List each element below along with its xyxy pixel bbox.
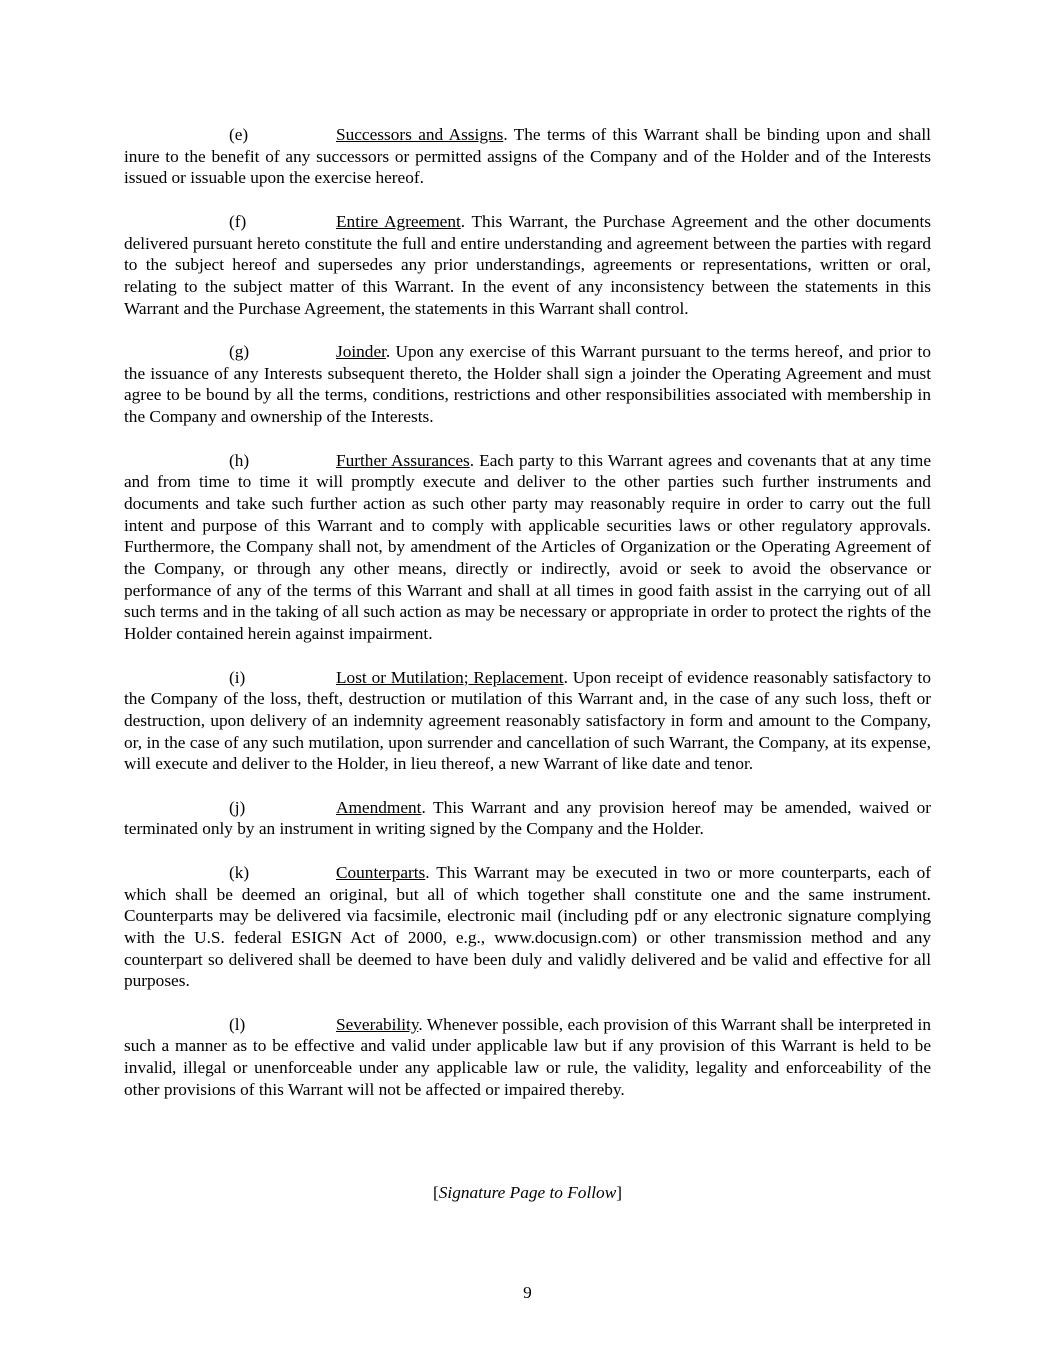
- section-heading: Entire Agreement: [336, 211, 461, 231]
- section-text: . This Warrant, the Purchase Agreement and the other documents delivered pursuant hereto constitute the full and entire understanding and agreement between the parties with regard to the subject hereof and supersedes any prior understandings, agreements or representations, written or oral, relating to the subject matter of this Warrant. In the event of any inconsistency between the statements in this Warrant and the Purchase Agreement, the statements in this Warrant shall control.: [124, 211, 931, 318]
- section-g: [124, 341, 931, 428]
- section-heading: Successors and Assigns: [336, 125, 504, 144]
- section-h: [124, 450, 931, 645]
- section-label: (h): [229, 450, 250, 470]
- section-k: [124, 862, 931, 992]
- section-text: . Whenever possible, each provision of this Warrant shall be interpreted in such a manner as to be effective and valid under applicable law but if any provision of this Warrant is held to be invalid, illegal or unenforceable under any applicable law or rule, the validity, legality and enforceability of the other provisions of this Warrant will not be affected or impaired thereby.: [124, 1014, 931, 1099]
- section-text: . The terms of this Warrant shall be binding upon and shall inure to the benefit of any successors or permitted assigns of the Company and of the Holder and of the Interests issued or issuable upon the exercise hereof.: [124, 125, 931, 188]
- section-label: (e): [229, 125, 249, 144]
- section-l: [124, 1014, 931, 1101]
- section-f: [124, 211, 931, 320]
- document-body: [124, 124, 931, 1122]
- section-heading: Counterparts: [336, 862, 426, 882]
- section-heading: Amendment: [336, 797, 422, 817]
- page-number: 9: [523, 1283, 532, 1302]
- section-text: . This Warrant and any provision hereof may be amended, waived or terminated only by an instrument in writing signed by the Company and the Holder.: [124, 797, 931, 839]
- section-heading: Lost or Mutilation; Replacement: [336, 667, 564, 687]
- section-i: [124, 667, 931, 776]
- section-text: . This Warrant may be executed in two or more counterparts, each of which shall be deemed an original, but all of which together shall constitute one and the same instrument. Counterparts may be delivered via facsimile, electronic mail (including pdf or any electronic signature complying with the U.S. federal ESIGN Act of 2000, e.g., www.docusign.com) or other transmission method and any counterpart so delivered shall be deemed to have been duly and validly delivered and be valid and effective for all purposes.: [124, 862, 931, 991]
- section-heading: Severability: [336, 1014, 419, 1034]
- section-label: (i): [229, 667, 246, 687]
- section-text: . Upon any exercise of this Warrant pursuant to the terms hereof, and prior to the issuance of any Interests subsequent thereto, the Holder shall sign a joinder the Operating Agreement and must agree to be bound by all the terms, conditions, restrictions and other responsibilities associated with membership in the Company and ownership of the Interests.: [124, 342, 931, 427]
- section-j: [124, 797, 931, 840]
- signature-page-note: [0, 1182, 1055, 1204]
- section-label: (k): [229, 862, 250, 882]
- close-bracket: ]: [616, 1183, 622, 1202]
- section-label: (j): [229, 797, 246, 817]
- section-heading: Further Assurances: [336, 450, 470, 470]
- section-heading: Joinder: [336, 342, 386, 361]
- section-text: . Each party to this Warrant agrees and covenants that at any time and from time to time it will promptly execute and deliver to the other parties such further instruments and documents and take such further action as such other party may reasonably require in order to carry out the full intent and purpose of this Warrant and to comply with applicable securities laws or other regulatory approvals. Furthermore, the Company shall not, by amendment of the Articles of Organization or the Operating Agreement of the Company, or through any other means, directly or indirectly, avoid or seek to avoid the observance or performance of any of the terms of this Warrant and shall at all times in good faith assist in the carrying out of all such terms and in the taking of all such action as may be necessary or appropriate in order to protect the rights of the Holder contained herein against impairment.: [124, 450, 931, 644]
- signature-note-text: Signature Page to Follow: [438, 1183, 617, 1202]
- section-label: (l): [229, 1014, 246, 1034]
- section-text: . Upon receipt of evidence reasonably satisfactory to the Company of the loss, theft, destruction or mutilation of this Warrant and, in the case of any such loss, theft or destruction, upon delivery of an indemnity agreement reasonably satisfactory in form and amount to the Company, or, in the case of any such mutilation, upon surrender and cancellation of such Warrant, the Company, at its expense, will execute and deliver to the Holder, in lieu thereof, a new Warrant of like date and tenor.: [124, 667, 931, 774]
- open-bracket: [: [433, 1183, 439, 1202]
- section-label: (g): [229, 342, 250, 361]
- section-e: [124, 124, 931, 189]
- section-label: (f): [229, 211, 247, 231]
